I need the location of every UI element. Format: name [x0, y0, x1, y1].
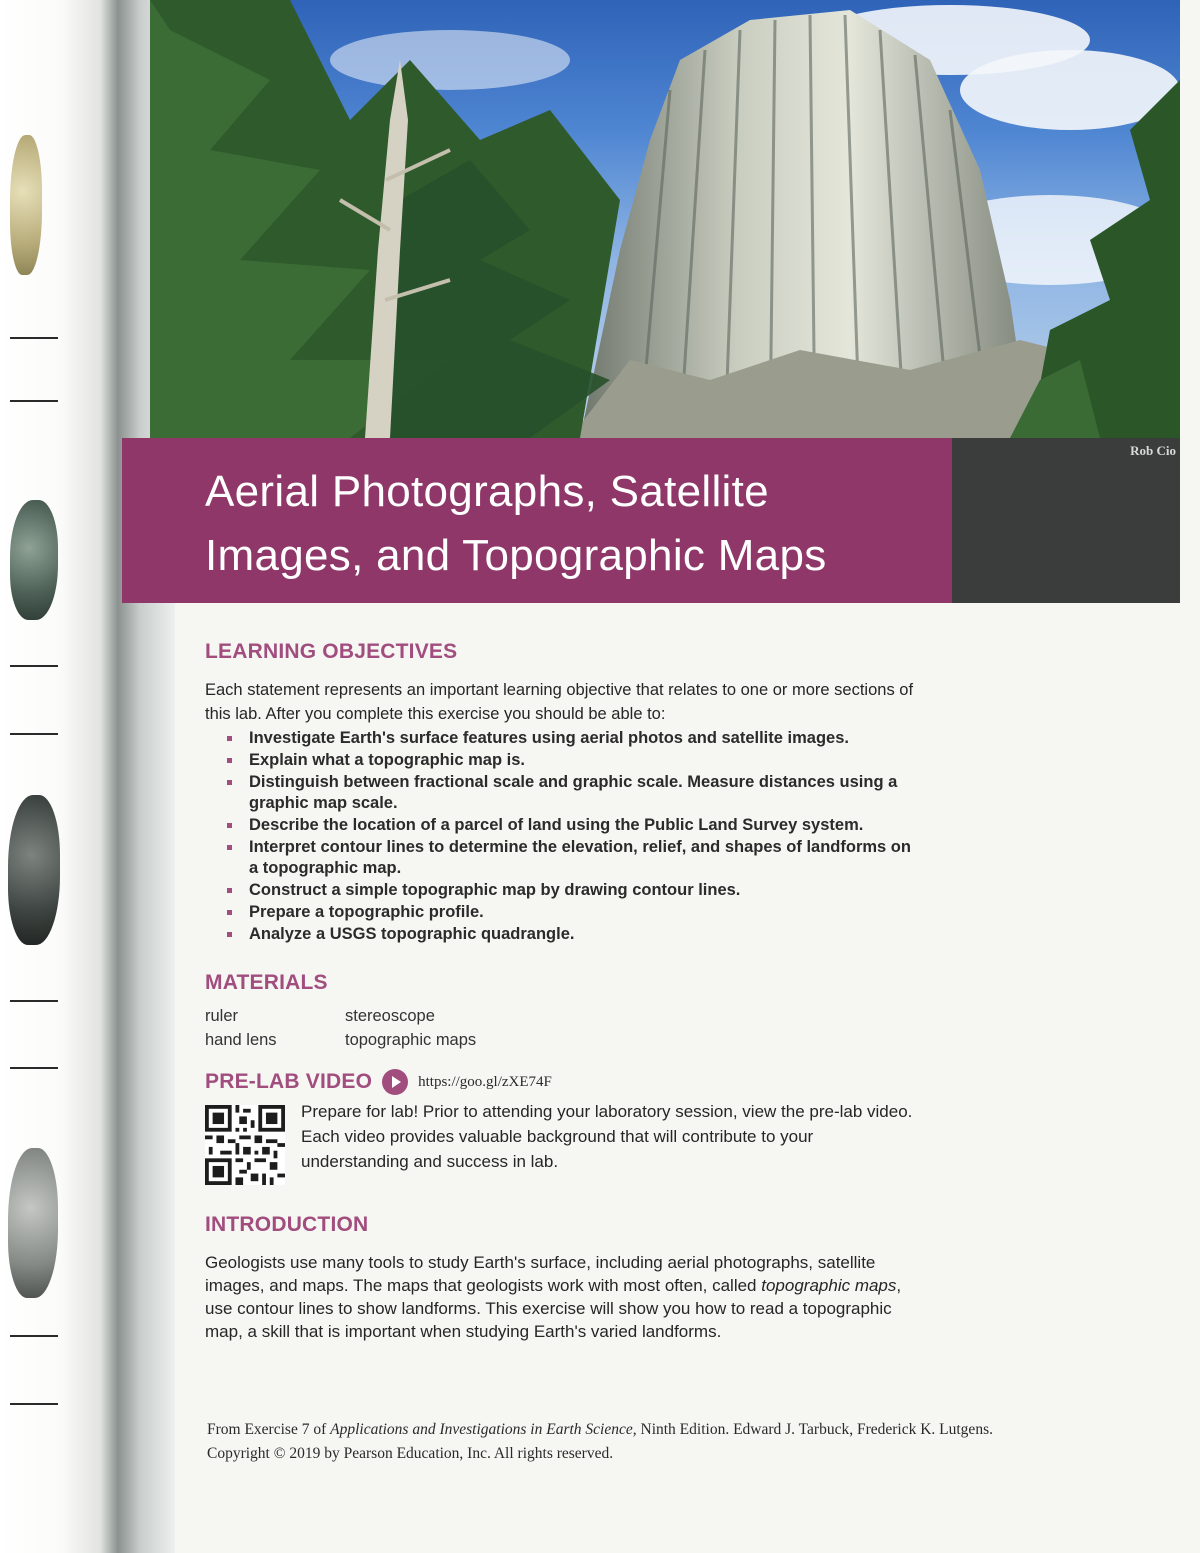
- photo-credit: Rob Cio: [1130, 443, 1176, 458]
- objective-item: Analyze a USGS topographic quadrangle.: [227, 924, 915, 945]
- title-band: [122, 438, 952, 603]
- title-line-2: Images, and Topographic Maps: [205, 531, 827, 580]
- objective-item: Prepare a topographic profile.: [227, 902, 915, 923]
- objective-item: Describe the location of a parcel of land using the Public Land Survey system.: [227, 815, 915, 836]
- material-item: ruler: [205, 1007, 239, 1025]
- prelab-video-row: [205, 1069, 915, 1095]
- material-item: hand lens: [205, 1031, 277, 1049]
- materials-heading: MATERIALS: [205, 971, 328, 994]
- material-item: topographic maps: [345, 1031, 477, 1049]
- copyright-line: Copyright © 2019 by Pearson Education, Inc. All rights reserved.: [207, 1445, 614, 1462]
- margin-rule: [10, 1067, 58, 1069]
- introduction-text: [205, 1251, 915, 1343]
- margin-rock-image: [8, 795, 60, 945]
- margin-rock-image: [10, 135, 42, 275]
- objective-item: Explain what a topographic map is.: [227, 750, 915, 771]
- learning-objectives-heading: LEARNING OBJECTIVES: [205, 640, 458, 663]
- source-citation: [207, 1418, 1167, 1442]
- prelab-video-text: Prepare for lab! Prior to attending your laboratory session, view the pre-lab video. Each video provides valuable background that will contribute to your understanding and success in lab.: [301, 1102, 913, 1171]
- prelab-video-heading: PRE-LAB VIDEO: [205, 1070, 373, 1093]
- margin-rule: [10, 1000, 58, 1002]
- objective-item: Distinguish between fractional scale and graphic scale. Measure distances using a graphic map scale.: [227, 772, 915, 814]
- margin-rule: [10, 665, 58, 667]
- margin-rule: [10, 337, 58, 339]
- citation-book-title: Applications and Investigations in Earth Science,: [330, 1421, 637, 1438]
- material-item: stereoscope: [345, 1007, 435, 1025]
- margin-rule: [10, 733, 58, 735]
- materials-list: [205, 1005, 915, 1051]
- margin-rule: [10, 1403, 58, 1405]
- introduction-heading: INTRODUCTION: [205, 1213, 369, 1236]
- page-title: [205, 460, 827, 588]
- margin-rule: [10, 1335, 58, 1337]
- objective-item: Construct a simple topographic map by drawing contour lines.: [227, 880, 915, 901]
- title-line-1: Aerial Photographs, Satellite: [205, 467, 769, 516]
- objective-item: Investigate Earth's surface features using aerial photos and satellite images.: [227, 728, 915, 749]
- source-note: [207, 1418, 1167, 1466]
- citation-prefix: From Exercise 7 of: [207, 1421, 331, 1438]
- intro-text-part: Geologists use many tools to study Earth's surface, including aerial photographs, satellite images, and maps. The maps that geologists work with most often, called: [205, 1253, 876, 1295]
- qr-code-icon[interactable]: [205, 1105, 285, 1185]
- objectives-intro: Each statement represents an important learning objective that relates to one or more sections of this lab. After you complete this exercise you should be able to:: [205, 681, 914, 723]
- prelab-video-block: [205, 1102, 915, 1185]
- prelab-video-link[interactable]: https://goo.gl/zXE74F: [418, 1073, 552, 1090]
- margin-rock-image: [8, 1148, 58, 1298]
- intro-emphasis: topographic maps: [761, 1276, 897, 1295]
- citation-suffix: Ninth Edition. Edward J. Tarbuck, Frederick K. Lutgens.: [636, 1421, 993, 1438]
- main-content: [205, 640, 915, 1343]
- play-icon[interactable]: [382, 1069, 408, 1095]
- tower-landscape-illustration: [150, 0, 1180, 438]
- margin-rock-image: [10, 500, 58, 620]
- margin-rule: [10, 400, 58, 402]
- hero-photo: [150, 0, 1180, 438]
- objective-item: Interpret contour lines to determine the elevation, relief, and shapes of landforms on a topographic map.: [227, 837, 915, 879]
- objectives-list: [227, 728, 915, 945]
- intro-text-part: , use contour lines to show landforms. This exercise will show you how to read a topographic map, a skill that is important when studying Earth's varied landforms.: [205, 1276, 902, 1341]
- credit-band: [952, 438, 1180, 603]
